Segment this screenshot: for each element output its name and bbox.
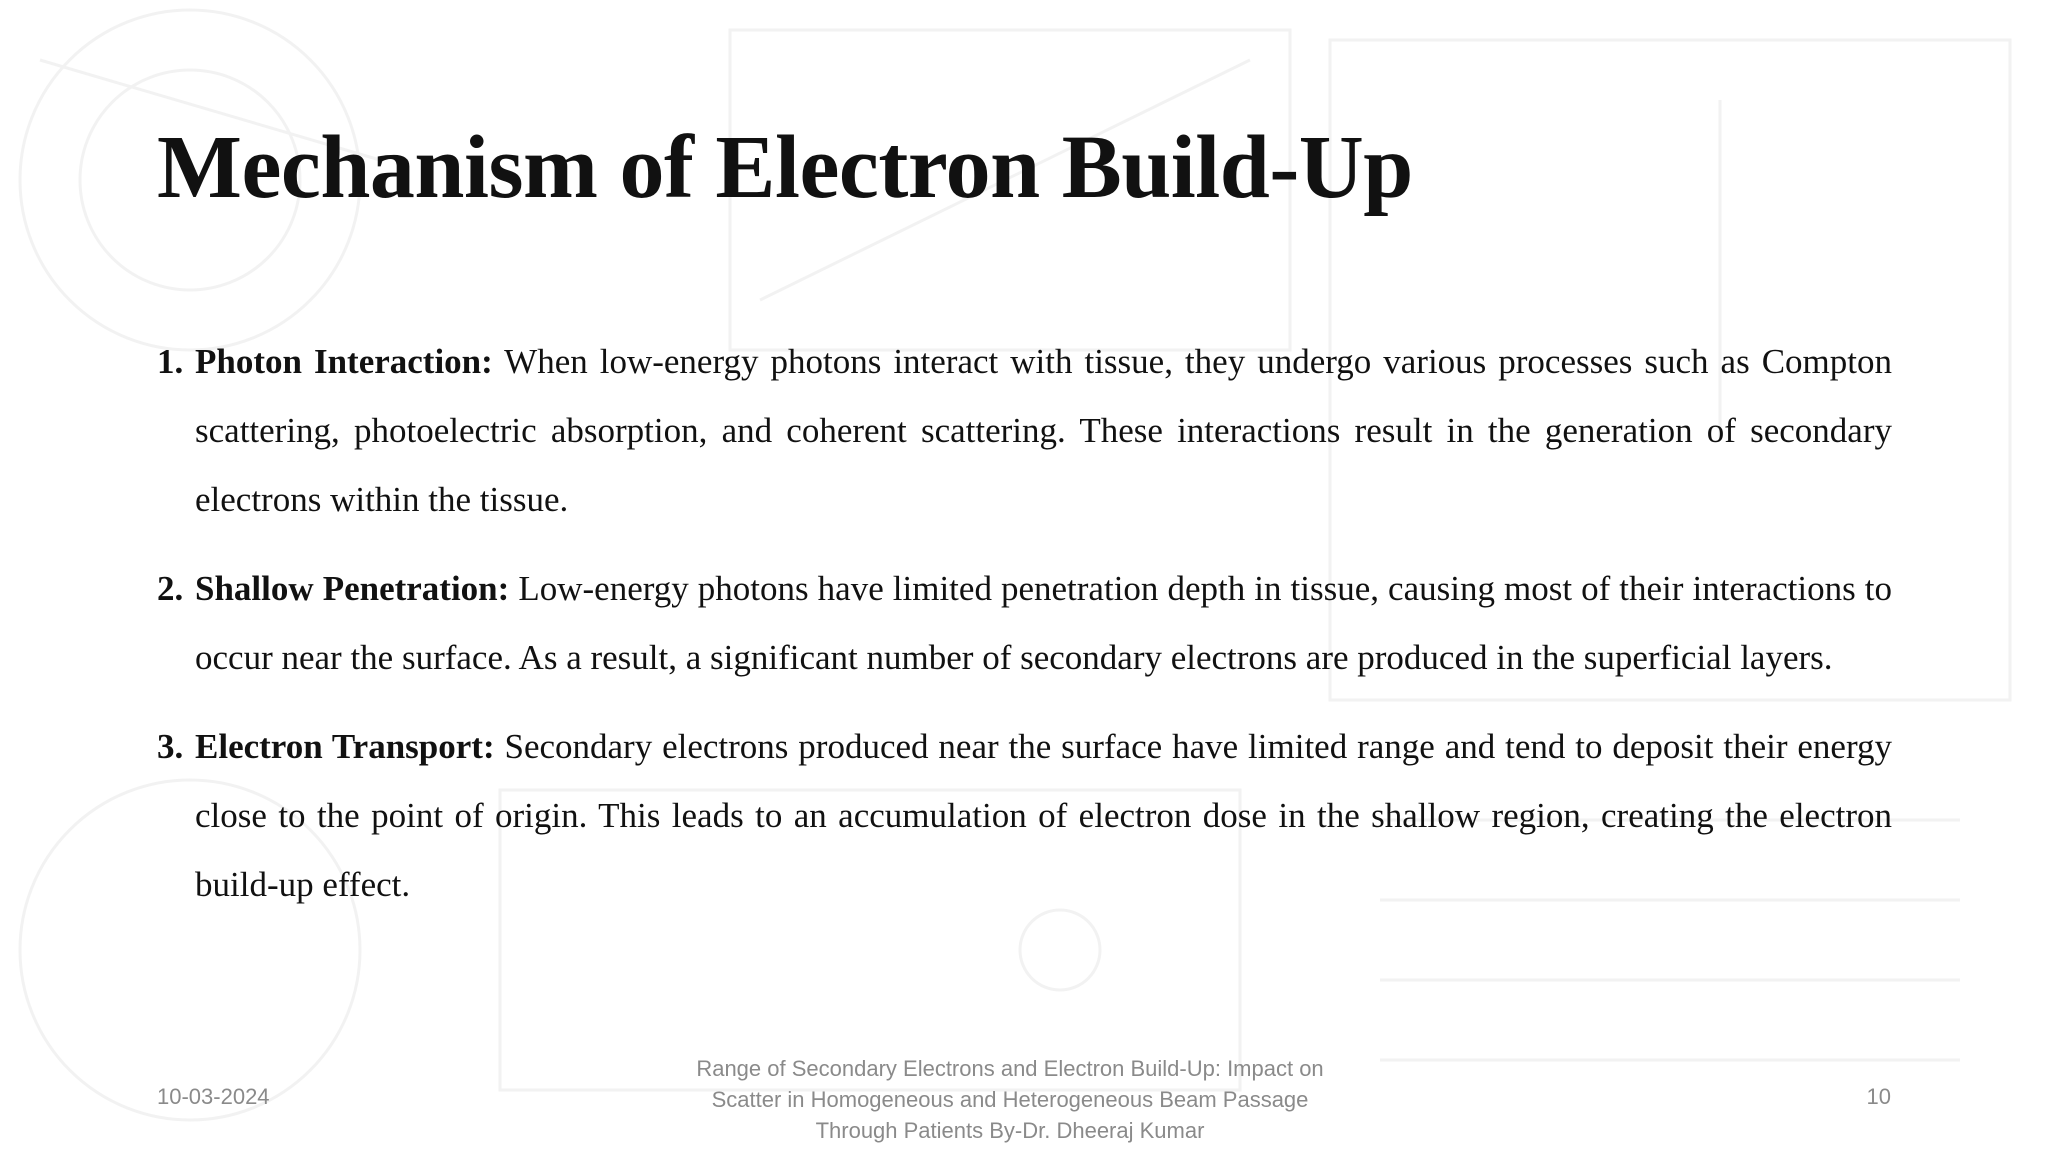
- footer-caption-line: Range of Secondary Electrons and Electron Build-Up: Impact on: [696, 1056, 1324, 1081]
- footer-caption-line: Through Patients By-Dr. Dheeraj Kumar: [815, 1118, 1205, 1143]
- point-heading: Shallow Penetration:: [195, 569, 510, 608]
- point-text: When low-energy photons interact with tissue, they undergo various processes such as Compton scattering, photoelectric absorption, and coherent scattering. These interactions result in the generation of secondary electrons within the tissue.: [195, 342, 1892, 519]
- list-item: [157, 327, 1892, 534]
- footer-caption: [660, 1053, 1360, 1146]
- footer-date: 10-03-2024: [157, 1084, 270, 1109]
- point-number: 1.: [157, 342, 184, 381]
- page-number: 10: [1866, 1084, 1891, 1109]
- footer-caption-line: Scatter in Homogeneous and Heterogeneous Beam Passage: [711, 1087, 1309, 1112]
- point-heading: Electron Transport:: [195, 727, 495, 766]
- point-number: 3.: [157, 727, 184, 766]
- list-item: [157, 712, 1892, 919]
- point-number: 2.: [157, 569, 184, 608]
- point-heading: Photon Interaction:: [195, 342, 493, 381]
- slide-title: Mechanism of Electron Build-Up: [157, 118, 1413, 217]
- point-text: Low-energy photons have limited penetration depth in tissue, causing most of their interactions to occur near the surface. As a result, a significant number of secondary electrons are produced in the superficial layers.: [195, 569, 1893, 677]
- list-item: [157, 554, 1892, 692]
- points-list: [157, 327, 1892, 939]
- point-text: Secondary electrons produced near the surface have limited range and tend to deposit their energy close to the point of origin. This leads to an accumulation of electron dose in the shallow region, creating the electron build-up effect.: [195, 727, 1892, 904]
